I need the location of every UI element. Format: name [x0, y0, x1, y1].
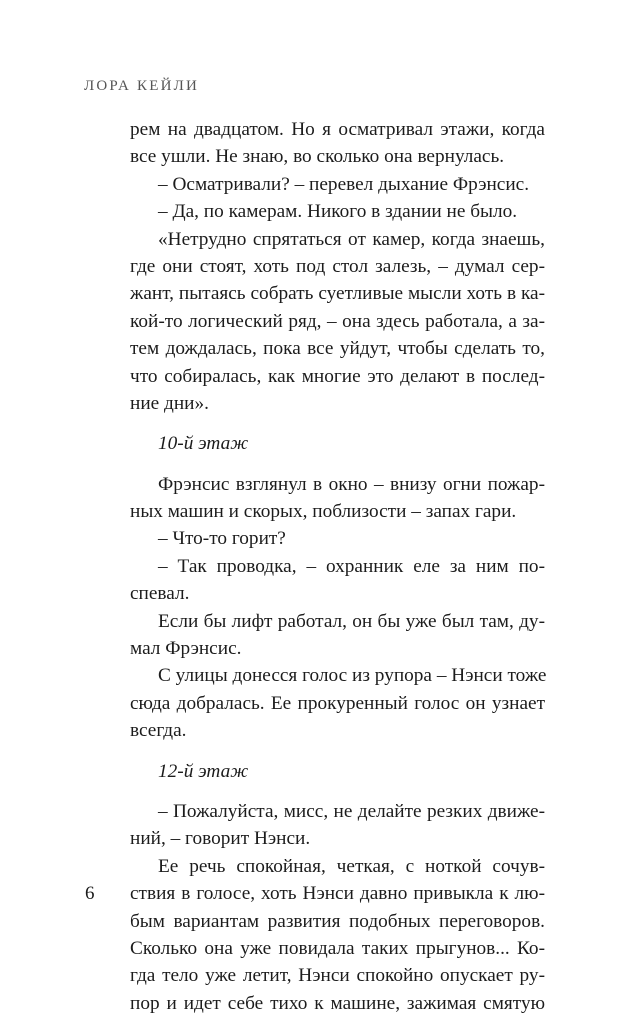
text-line: – Осматривали? – перевел дыхание Фрэнсис. — [158, 173, 530, 195]
page-number: 6 — [85, 883, 95, 904]
text-line: Фрэнсис взглянул в окно – внизу огни пожар- — [158, 473, 545, 495]
section-gap — [130, 785, 545, 798]
text-line: что собиралась, как многие это делают в послед- — [130, 365, 545, 387]
text-line: рем на двадцатом. Но я осматривал этажи, когда — [130, 119, 545, 140]
running-head: ЛОРА КЕЙЛИ — [84, 78, 200, 94]
text-line: Если бы лифт работал, он бы уже был там, ду- — [158, 610, 545, 632]
text-line: ний, – говорит Нэнси. — [130, 828, 311, 850]
text-line: – Пожалуйста, мисс, не делайте резких движе- — [158, 800, 545, 822]
text-line: все ушли. Не знаю, во сколько она вернулась. — [130, 146, 505, 168]
text-line: – Так проводка, – охранник еле за ним по- — [158, 555, 545, 577]
text-line: ние дни». — [130, 392, 209, 414]
text-line: кой-то логический ряд, – она здесь работала, а за- — [130, 310, 545, 332]
text-line: гда тело уже летит, Нэнси спокойно опускает ру- — [130, 965, 545, 987]
text-line: жант, пытаясь собрать суетливые мысли хоть в ка- — [130, 283, 545, 305]
text-line: бым вариантам развития подобных переговоров. — [130, 910, 545, 932]
text-line: сюда добралась. Ее прокуренный голос он узнает — [130, 692, 545, 714]
text-line: – Да, по камерам. Никого в здании не было. — [158, 201, 518, 223]
text-line: С улицы донесся голос из рупора – Нэнси тоже — [158, 665, 547, 687]
text-line: ствия в голосе, хоть Нэнси давно привыкла к лю- — [130, 883, 545, 905]
section-gap — [130, 745, 545, 758]
text-line: мал Фрэнсис. — [130, 638, 242, 660]
text-line: спевал. — [130, 583, 190, 605]
body-text — [130, 116, 545, 1017]
section-heading-12: 12-й этаж — [158, 760, 249, 782]
text-line: ных машин и скорых, поблизости – запах гари. — [130, 501, 517, 523]
text-line: пор и идет себе тихо к машине, зажимая смятую — [130, 992, 545, 1014]
section-gap — [130, 417, 545, 430]
section-gap — [130, 458, 545, 471]
text-line: «Нетрудно спрятаться от камер, когда знаешь, — [158, 228, 545, 250]
text-line: Ее речь спокойная, четкая, с ноткой сочув- — [158, 855, 545, 877]
text-line: где они стоят, хоть под стол залезь, – думал сер- — [130, 255, 545, 277]
text-line: – Что-то горит? — [158, 528, 286, 550]
text-line: всегда. — [130, 720, 187, 742]
text-line: Сколько она уже повидала таких прыгунов... Ко- — [130, 937, 545, 959]
section-heading-10: 10-й этаж — [158, 433, 249, 455]
text-line: тем дождалась, пока все уйдут, чтобы сделать то, — [130, 338, 545, 360]
